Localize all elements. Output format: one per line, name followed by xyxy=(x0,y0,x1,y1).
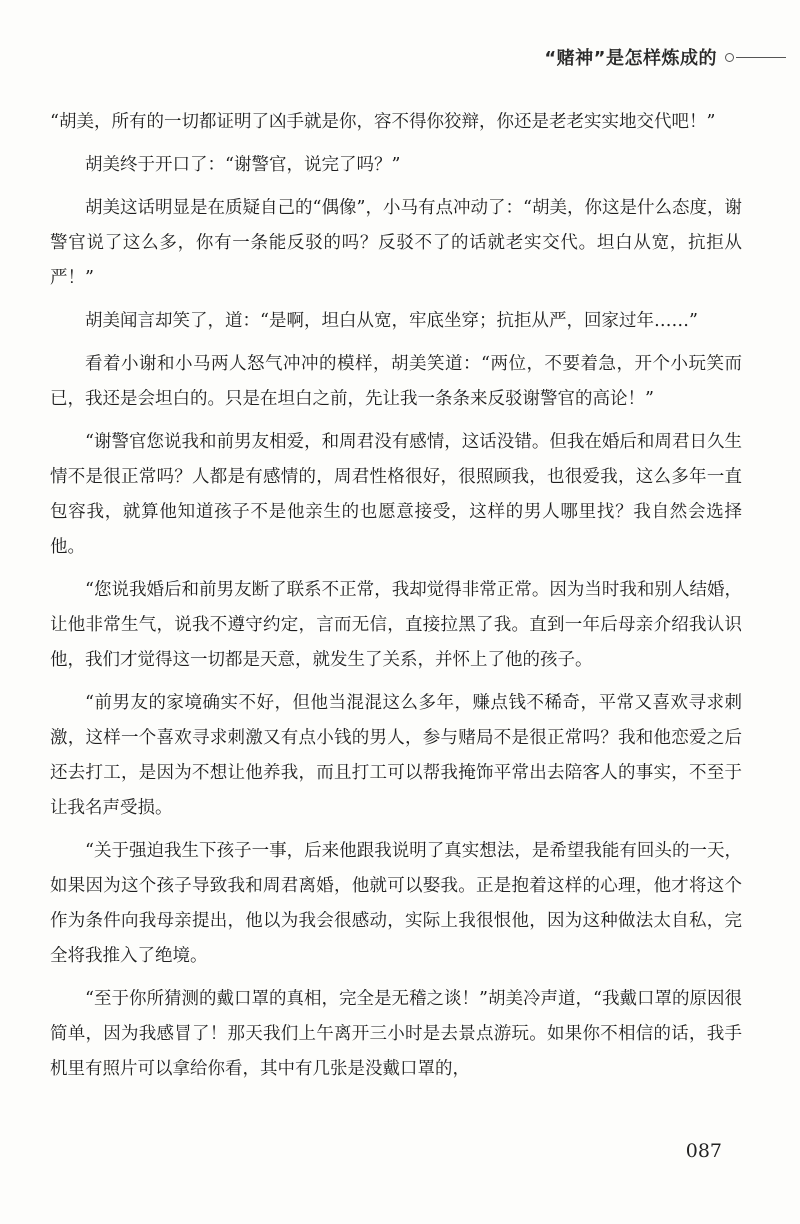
paragraph: “您说我婚后和前男友断了联系不正常，我却觉得非常正常。因为当时我和别人结婚，让他非常生气，说我不遵守约定，言而无信，直接拉黑了我。直到一年后母亲介绍我认识他，我们才觉得这一切都是天意，就发生了关系，并怀上了他的孩子。 xyxy=(50,580,742,670)
paragraph: 胡美终于开口了：“谢警官，说完了吗？” xyxy=(85,155,401,175)
paragraph: “至于你所猜测的戴口罩的真相，完全是无稽之谈！”胡美冷声道，“我戴口罩的原因很简单，因为我感冒了！那天我们上午离开三小时是去景点游玩。如果你不相信的话，我手机里有照片可以拿给你看，其中有几张是没戴口罩的， xyxy=(50,989,742,1079)
paragraph: 胡美闻言却笑了，道：“是啊，坦白从宽，牢底坐穿；抗拒从严，回家过年……” xyxy=(85,311,698,331)
header-rule-line xyxy=(736,57,786,58)
paragraph: 胡美这话明显是在质疑自己的“偶像”，小马有点冲动了：“胡美，你这是什么态度，谢警官说了这么多，你有一条能反驳的吗？反驳不了的话就老实交代。坦白从宽，抗拒从严！” xyxy=(50,198,742,288)
paragraph: “谢警官您说我和前男友相爱，和周君没有感情，这话没错。但我在婚后和周君日久生情不是很正常吗？人都是有感情的，周君性格很好，很照顾我，也很爱我，这么多年一直包容我，就算他知道孩子不是他亲生的也愿意接受，这样的男人哪里找？我自然会选择他。 xyxy=(50,432,742,557)
header-circle-ornament xyxy=(725,53,734,62)
body-text xyxy=(50,105,742,1095)
page-number: 087 xyxy=(685,1140,722,1162)
running-header xyxy=(544,40,786,74)
chapter-title: “赌神”是怎样炼成的 xyxy=(544,48,717,69)
paragraph: “前男友的家境确实不好，但他当混混这么多年，赚点钱不稀奇，平常又喜欢寻求刺激，这样一个喜欢寻求刺激又有点小钱的男人，参与赌局不是很正常吗？我和他恋爱之后还去打工，是因为不想让他养我，而且打工可以帮我掩饰平常出去陪客人的事实，不至于让我名声受损。 xyxy=(50,693,742,818)
paragraph: “关于强迫我生下孩子一事，后来他跟我说明了真实想法，是希望我能有回头的一天，如果因为这个孩子导致我和周君离婚，他就可以娶我。正是抱着这样的心理，他才将这个作为条件向我母亲提出，他以为我会很感动，实际上我很恨他，因为这种做法太自私，完全将我推入了绝境。 xyxy=(50,841,742,966)
paragraph: “胡美，所有的一切都证明了凶手就是你，容不得你狡辩，你还是老老实实地交代吧！” xyxy=(50,112,716,132)
paragraph: 看着小谢和小马两人怒气冲冲的模样，胡美笑道：“两位，不要着急，开个小玩笑而已，我还是会坦白的。只是在坦白之前，先让我一条条来反驳谢警官的高论！” xyxy=(50,354,742,409)
